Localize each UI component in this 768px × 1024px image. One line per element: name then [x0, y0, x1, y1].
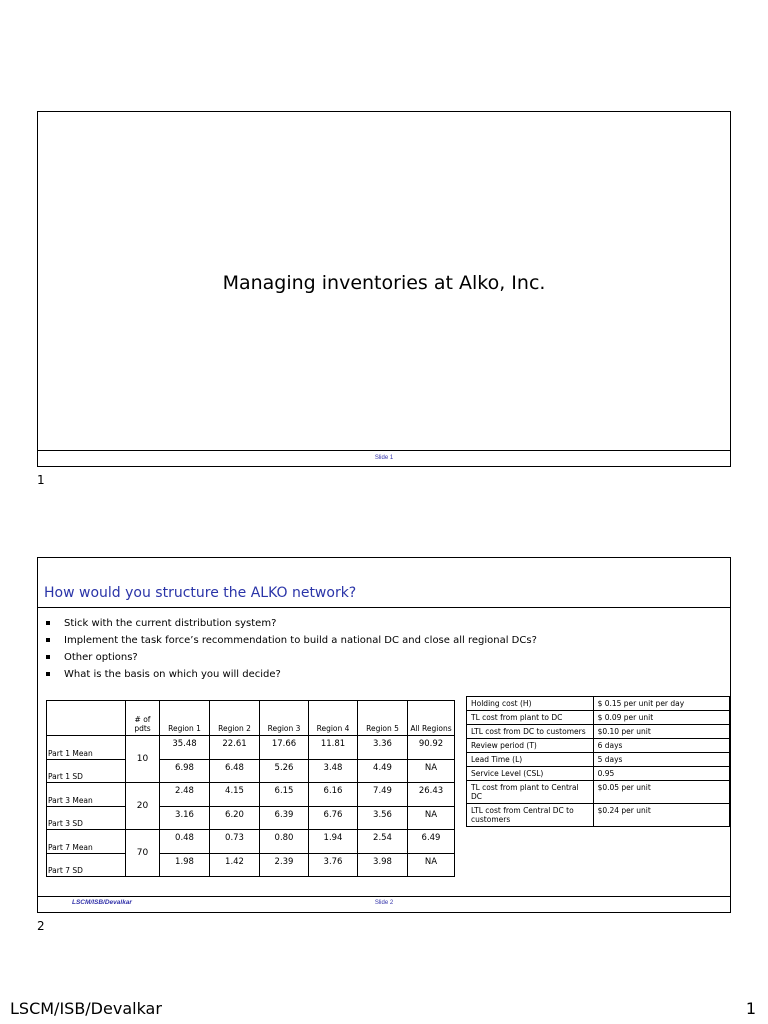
- table-cell: 6.76: [309, 806, 358, 830]
- table-cell: 1.42: [210, 853, 260, 877]
- table-cell: 7.49: [358, 783, 408, 807]
- bullet-item: [46, 615, 537, 632]
- pdts-cell: 10: [126, 736, 160, 783]
- param-row: [467, 711, 730, 725]
- table-row: [47, 853, 455, 877]
- table-row: [47, 736, 455, 760]
- param-value: 0.95: [593, 767, 729, 781]
- table-cell: 5.26: [260, 759, 309, 783]
- table-cell: 3.36: [358, 736, 408, 760]
- table-cell: 2.48: [160, 783, 210, 807]
- row-label: Part 7 SD: [47, 853, 126, 877]
- row-label: Part 3 Mean: [47, 783, 126, 807]
- table-cell: 6.48: [210, 759, 260, 783]
- param-key: TL cost from plant to Central DC: [467, 781, 594, 804]
- parameters-table: [466, 696, 730, 827]
- param-value: 5 days: [593, 753, 729, 767]
- param-row: [467, 781, 730, 804]
- table-cell: 6.39: [260, 806, 309, 830]
- page-number-1: 1: [37, 473, 45, 487]
- slide-1-title: Managing inventories at Alko, Inc.: [222, 272, 546, 294]
- slide-1: [37, 111, 731, 467]
- table-cell: 0.80: [260, 830, 309, 854]
- param-key: Lead Time (L): [467, 753, 594, 767]
- table-cell: 3.48: [309, 759, 358, 783]
- table-cell: NA: [408, 759, 455, 783]
- table-cell: 1.94: [309, 830, 358, 854]
- page-footer-number: 1: [745, 999, 756, 1018]
- table-header-cell: # of pdts: [126, 701, 160, 736]
- row-label: Part 3 SD: [47, 806, 126, 830]
- table-row: [47, 830, 455, 854]
- table-row: [47, 806, 455, 830]
- row-label: Part 1 Mean: [47, 736, 126, 760]
- slide-1-label: Slide 1: [374, 455, 394, 461]
- demand-table: [46, 700, 455, 877]
- row-label: Part 7 Mean: [47, 830, 126, 854]
- page-footer-author: LSCM/ISB/Devalkar: [10, 999, 162, 1018]
- table-cell: 1.98: [160, 853, 210, 877]
- param-row: [467, 739, 730, 753]
- bullet-item: [46, 649, 537, 666]
- row-label: Part 1 SD: [47, 759, 126, 783]
- table-row: [47, 783, 455, 807]
- slide-2: [37, 557, 731, 913]
- table-cell: 17.66: [260, 736, 309, 760]
- param-key: Holding cost (H): [467, 697, 594, 711]
- param-value: 6 days: [593, 739, 729, 753]
- table-header-cell: Region 1: [160, 701, 210, 736]
- table-cell: 26.43: [408, 783, 455, 807]
- bullet-list: [46, 615, 537, 683]
- table-cell: 4.15: [210, 783, 260, 807]
- table-cell: NA: [408, 806, 455, 830]
- table-cell: 3.56: [358, 806, 408, 830]
- slide-2-footer-author: LSCM/ISB/Devalkar: [72, 899, 132, 906]
- param-key: Service Level (CSL): [467, 767, 594, 781]
- param-key: TL cost from plant to DC: [467, 711, 594, 725]
- slide-2-title: How would you structure the ALKO network?: [44, 585, 357, 601]
- table-header-cell: [47, 701, 126, 736]
- param-value: $0.05 per unit: [593, 781, 729, 804]
- param-key: Review period (T): [467, 739, 594, 753]
- param-row: [467, 753, 730, 767]
- bullet-square-icon: [46, 621, 50, 625]
- table-cell: 11.81: [309, 736, 358, 760]
- slide-2-label: Slide 2: [374, 900, 394, 906]
- table-header-cell: Region 5: [358, 701, 408, 736]
- param-value: $0.10 per unit: [593, 725, 729, 739]
- param-row: [467, 725, 730, 739]
- bullet-text: Other options?: [64, 652, 138, 663]
- table-cell: 3.76: [309, 853, 358, 877]
- table-cell: NA: [408, 853, 455, 877]
- slide-1-footer-rule: [38, 450, 730, 451]
- table-cell: 0.48: [160, 830, 210, 854]
- table-cell: 6.98: [160, 759, 210, 783]
- table-cell: 3.16: [160, 806, 210, 830]
- param-value: $ 0.15 per unit per day: [593, 697, 729, 711]
- table-cell: 35.48: [160, 736, 210, 760]
- param-row: [467, 804, 730, 827]
- table-header-cell: All Regions: [408, 701, 455, 736]
- table-cell: 6.49: [408, 830, 455, 854]
- table-cell: 0.73: [210, 830, 260, 854]
- slide-2-title-rule: [38, 607, 730, 608]
- table-header-cell: Region 3: [260, 701, 309, 736]
- param-key: LTL cost from DC to customers: [467, 725, 594, 739]
- table-cell: 22.61: [210, 736, 260, 760]
- table-cell: 2.39: [260, 853, 309, 877]
- table-header-cell: Region 2: [210, 701, 260, 736]
- param-row: [467, 767, 730, 781]
- table-cell: 3.98: [358, 853, 408, 877]
- pdts-cell: 20: [126, 783, 160, 830]
- table-cell: 2.54: [358, 830, 408, 854]
- pdts-cell: 70: [126, 830, 160, 877]
- table-cell: 90.92: [408, 736, 455, 760]
- bullet-text: Implement the task force’s recommendation to build a national DC and close all regional DCs?: [64, 635, 537, 646]
- bullet-item: [46, 666, 537, 683]
- table-cell: 4.49: [358, 759, 408, 783]
- table-header-cell: Region 4: [309, 701, 358, 736]
- param-value: $ 0.09 per unit: [593, 711, 729, 725]
- bullet-text: What is the basis on which you will decide?: [64, 669, 281, 680]
- table-cell: 6.16: [309, 783, 358, 807]
- param-key: LTL cost from Central DC to customers: [467, 804, 594, 827]
- param-row: [467, 697, 730, 711]
- table-cell: 6.15: [260, 783, 309, 807]
- table-row: [47, 759, 455, 783]
- bullet-item: [46, 632, 537, 649]
- bullet-square-icon: [46, 655, 50, 659]
- param-value: $0.24 per unit: [593, 804, 729, 827]
- bullet-text: Stick with the current distribution system?: [64, 618, 277, 629]
- table-cell: 6.20: [210, 806, 260, 830]
- bullet-square-icon: [46, 672, 50, 676]
- slide-2-footer-rule: [38, 896, 730, 897]
- bullet-square-icon: [46, 638, 50, 642]
- page-number-2: 2: [37, 919, 45, 933]
- table-header-row: [47, 701, 455, 736]
